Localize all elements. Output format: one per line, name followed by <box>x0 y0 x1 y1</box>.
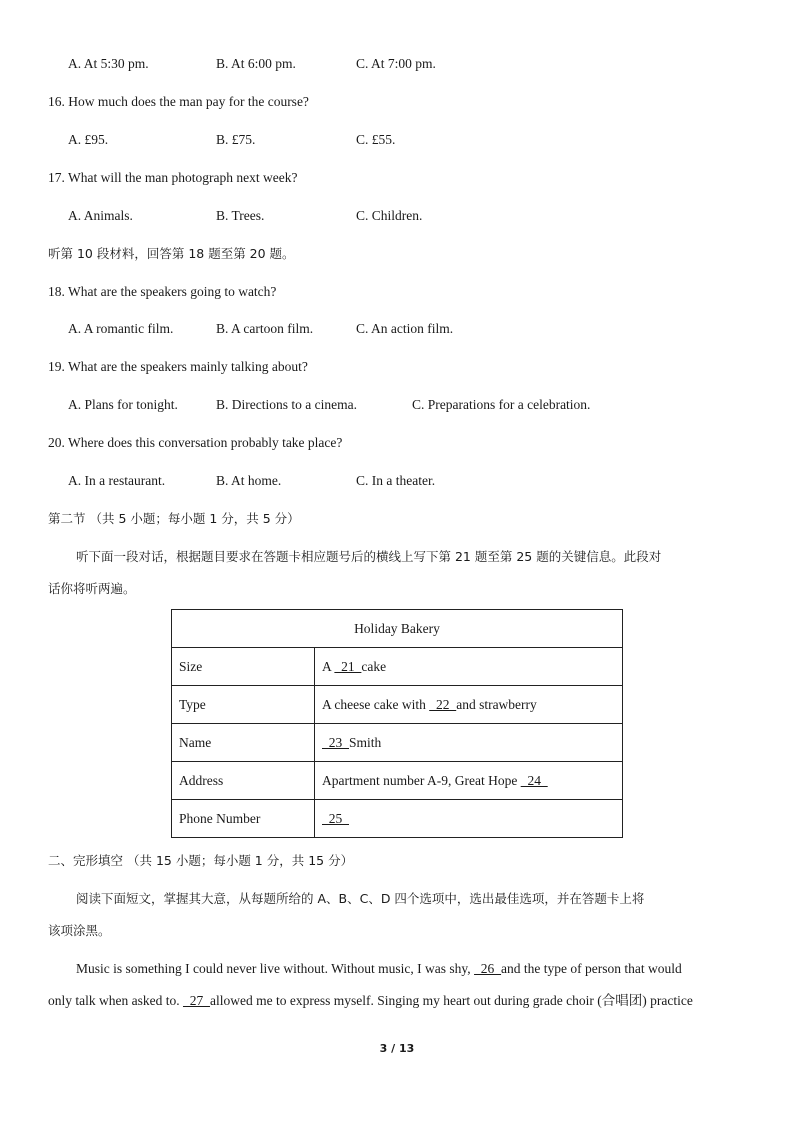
q19-option-b: B. Directions to a cinema. <box>216 397 357 412</box>
row-value <box>315 724 623 762</box>
answer-blank: 23 <box>322 734 349 750</box>
q19-question: 19. What are the speakers mainly talking about? <box>48 359 308 374</box>
table-row <box>172 762 623 800</box>
answer-blank: 24 <box>520 772 548 788</box>
q19-option-c: C. Preparations for a celebration. <box>412 397 591 412</box>
cloze-passage-line2 <box>48 991 693 1011</box>
q18-option-a: A. A romantic film. <box>68 321 174 336</box>
cloze-instructions-line1: 阅读下面短文，掌握其大意，从每题所给的 A、B、C、D 四个选项中，选出最佳选项，并在答题卡上将 <box>76 891 645 906</box>
section10-intro: 听第 10 段材料，回答第 18 题至第 20 题。 <box>48 246 295 261</box>
passage-text: and the type of person that would <box>501 961 682 976</box>
cloze-passage-line1 <box>76 959 682 979</box>
cloze-instructions-line2: 该项涂黑。 <box>48 923 111 938</box>
part2-heading: 第二节 （共 5 小题；每小题 1 分，共 5 分） <box>48 511 300 526</box>
q15-option-b: B. At 6:00 pm. <box>216 56 296 71</box>
table-row <box>172 800 623 838</box>
row-label: Phone Number <box>172 800 315 838</box>
table-row <box>172 724 623 762</box>
value-text: cake <box>361 658 387 674</box>
part2-instructions-line1: 听下面一段对话，根据题目要求在答题卡相应题号后的横线上写下第 21 题至第 25 题的关键信息。此段对 <box>76 549 662 564</box>
row-value <box>315 800 623 838</box>
page-number: 3 / 13 <box>379 1042 415 1055</box>
q20-option-b: B. At home. <box>216 473 282 488</box>
value-text: and strawberry <box>456 696 537 712</box>
part2-instructions-line2: 话你将听两遍。 <box>48 581 136 596</box>
value-text: A cheese cake with <box>322 696 430 712</box>
table-row <box>172 686 623 724</box>
passage-text: allowed me to express myself. Singing my heart out during grade choir (合唱团) practice <box>209 993 693 1008</box>
q17-option-a: A. Animals. <box>68 208 133 223</box>
q16-option-b: B. £75. <box>216 132 256 147</box>
value-text: Smith <box>349 734 382 750</box>
passage-text: Music is something I could never live without. Without music, I was shy, <box>76 961 475 976</box>
q17-question: 17. What will the man photograph next week? <box>48 170 298 185</box>
q16-option-c: C. £55. <box>356 132 396 147</box>
answer-blank: 27 <box>182 993 210 1008</box>
row-value <box>315 686 623 724</box>
q16-question: 16. How much does the man pay for the course? <box>48 94 309 109</box>
q20-question: 20. Where does this conversation probably take place? <box>48 435 343 450</box>
answer-blank: 26 <box>474 961 502 976</box>
cloze-heading: 二、完形填空 （共 15 小题；每小题 1 分，共 15 分） <box>48 853 354 868</box>
q18-question: 18. What are the speakers going to watch? <box>48 284 277 299</box>
row-value <box>315 648 623 686</box>
q18-option-b: B. A cartoon film. <box>216 321 314 336</box>
row-value <box>315 762 623 800</box>
table-row <box>172 648 623 686</box>
row-label: Address <box>172 762 315 800</box>
answer-blank: 21 <box>334 658 362 674</box>
row-label: Type <box>172 686 315 724</box>
bakery-table <box>171 609 623 838</box>
value-text: A <box>322 658 335 674</box>
q18-option-c: C. An action film. <box>356 321 454 336</box>
value-text: Apartment number A-9, Great Hope <box>322 772 521 788</box>
q16-option-a: A. £95. <box>68 132 109 147</box>
q15-option-a: A. At 5:30 pm. <box>68 56 149 71</box>
row-label: Name <box>172 724 315 762</box>
q19-option-a: A. Plans for tonight. <box>68 397 178 412</box>
table-title: Holiday Bakery <box>172 610 623 648</box>
answer-blank: 25 <box>322 810 349 826</box>
row-label: Size <box>172 648 315 686</box>
q17-option-c: C. Children. <box>356 208 423 223</box>
q20-option-a: A. In a restaurant. <box>68 473 166 488</box>
q17-option-b: B. Trees. <box>216 208 265 223</box>
answer-blank: 22 <box>429 696 457 712</box>
q20-option-c: C. In a theater. <box>356 473 436 488</box>
passage-text: only talk when asked to. <box>48 993 183 1008</box>
q15-option-c: C. At 7:00 pm. <box>356 56 436 71</box>
